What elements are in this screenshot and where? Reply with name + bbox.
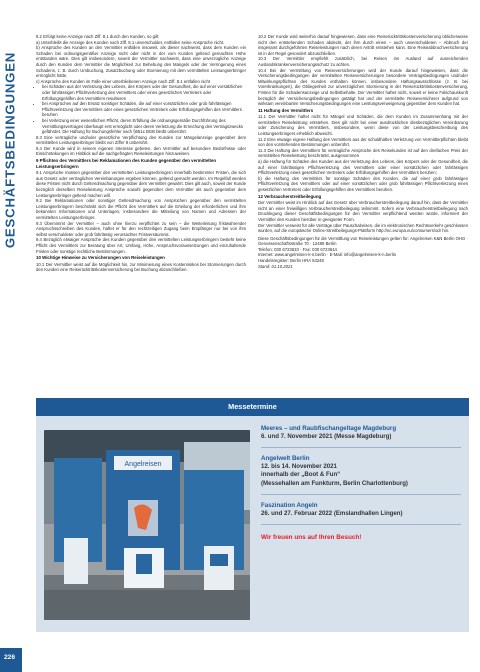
terms-column-right bbox=[258, 34, 468, 269]
paragraph: 11.1 Der Vermittler haftet nicht für Mängel und Schäden, die dem Kunden im Zusammenhang mit der vermittelten Reiseleistung entstehen. Dies gilt nicht bei einer ausdrücklichen diesbezüglichen Vereinbarung oder Zusicherung des Vermittlers, insbesondere, wenn diese von der Leistungsbeschreibung des Leistungserbringers erheblich abweicht. bbox=[258, 114, 468, 137]
bullet-list bbox=[36, 84, 246, 134]
event-item bbox=[261, 455, 461, 488]
section-heading: 11 Haftung des Vermittlers bbox=[258, 107, 314, 113]
paragraph: 10.4 Bei der Vermittlung von Reiseversicherungen wird der Kunde darauf hingewiesen, dass die Versicherungsbedingungen der vermittelten Reiseversicherungen besondere Vertragsbedingungen und/oder Mitwirkungspflichten des Kunden enthalten können, insbesondere Haftungsausschlüsse (z. B. bei Vorerkrankungen), die Obliegenheit zur unverzüglichen Stornierung in der Reiserücktrittskostenversicherung, Fristen für die Schadensanzeige und Selbstbehalte. Der Vermittler haftet nicht, soweit er keine Falschauskunft bezüglich der Versicherungsbedingungen getätigt hat und der vermittelte Reiseversicherer aufgrund von wirksam vereinbarten Versicherungsbedingungen eine Leistungsverweigerung gegenüber dem Kunden hat. bbox=[258, 67, 468, 107]
paragraph: 8.3 Eine vertragliche und/oder gesetzliche Verpflichtung des Kunden zur Mängelanzeige gegenüber dem vermittelten Leistungserbringer bleibt von Ziffer 8 unberührt. bbox=[36, 134, 246, 146]
contact-line: Handelsregister: Berlin HRA 53248 bbox=[258, 257, 324, 263]
booth-photo-illustration bbox=[44, 430, 250, 620]
paragraph: 9.3 Übernimmt der Vermittler – auch ohne hierzu verpflichtet zu sein – die Weiterleitung fristwahrender Anspruchsschreiben des Kunden, haftet er für den rechtzeitigen Zugang beim Empfänger nur bei von ihm selbst verschuldeter oder grob fahrlässig verursachter Fristversäumnis. bbox=[36, 220, 246, 237]
terms-column-left bbox=[36, 34, 246, 273]
event-item bbox=[261, 502, 461, 518]
paragraph: a) Unterbleibt die Anzeige des Kunden nach Ziff. 8.1 unverschuldet, entfallen seine Ansprüche nicht. bbox=[36, 39, 225, 45]
paragraph: a) die Haftung für Schäden des Kunden aus der Verletzung des Lebens, des Körpers oder der Gesundheit, die auf einer fahrlässigen Pflichtverletzung des Vermittlers oder einer vorsätzlichen oder fahrlässigen Pflichtverletzung eines gesetzlichen Vertreters oder Erfüllungsgehilfen des Vermittlers beruhen; bbox=[258, 159, 468, 176]
paragraph: 10.1 Der Vermittler weist auf die Möglichkeit hin, zur Minimierung eines Kostenrisikos bei Stornierungen durch den Kunden eine Reiserücktrittskostenversicherung bei Buchung abzuschließen. bbox=[36, 261, 246, 273]
list-item: • bei Verletzung einer wesentlichen Pflicht, deren Erfüllung die ordnungsgemäße Durchführung des Vermittlungsvertrages überhaupt erst ermöglicht oder deren Verletzung die Erreichung des Vertragszwecks gefährdet. Die Haftung für Buchungsfehler nach §651x BGB bleibt unberührt. bbox=[42, 118, 246, 135]
divider bbox=[261, 494, 461, 495]
divider bbox=[261, 447, 461, 448]
list-item: • bei Schäden aus der Verletzung des Lebens, des Körpers oder der Gesundheit, die auf einer vorsätzlichen oder fahrlässigen Pflichtverletzung des Vermittlers oder eines gesetzlichen Vertreters oder Erfüllungsgehilfen des Vermittlers resultieren bbox=[42, 84, 246, 101]
paragraph: b) Ansprüche des Kunden an den Vermittler entfallen insoweit, als dieser nachweist, dass dem Kunden ein Schaden bei ordnungsgemäßer Anzeige nicht oder nicht in der vom Kunden geltend gemachten Höhe entstanden wäre. Dies gilt insbesondere, soweit der Vermittler nachweist, dass eine unverzügliche Anzeige durch den Kunden dem Vermittler die Möglichkeit zur Behebung des Mangels oder der Verringerung eines Schadens, z. B. durch Umbuchung, Zusatzbuchung oder Stornierung mit dem vermittelten Leistungserbringer ermöglicht hätte. bbox=[36, 45, 246, 79]
trade-fair-panel bbox=[36, 398, 469, 632]
paragraph: Der Vermittler verweist für alle Verträge über Pauschalreisen, die im elektronischen Rechtsverkehr geschlossen wurden, auf die europäische Online-Streitbeilegungs-Plattform http://ec.europa.eu/consumers/odr hin. bbox=[258, 222, 468, 234]
section-heading: 10 Wichtige Hinweise zu Versicherungen von Reiseleistungen bbox=[36, 255, 165, 261]
trade-fair-header: Messetermine bbox=[36, 398, 469, 416]
side-title-text: GESCHÄFTSBEDINGUNGEN bbox=[2, 51, 18, 249]
paragraph: 11.2 Eine etwaige eigene Haftung des Vermittlers aus der schuldhaften Verletzung von Vermittlerpflichten bleibt von den vorstehenden Bestimmungen unberührt. bbox=[258, 136, 468, 148]
trade-fair-events bbox=[261, 425, 461, 541]
date-line: Stand: 01.10.2021 bbox=[258, 263, 293, 269]
paragraph: 11.3 Die Haftung des Vermittlers für vertragliche Ansprüche des Reisekunden ist auf den dreifachen Preis der vermittelten Reiseleistung beschränkt, ausgenommen bbox=[258, 147, 468, 159]
event-title: Meeres – und Raubfischangeltage Magdeburg bbox=[261, 425, 397, 432]
section-heading: 12 Verbraucherstreitbeilegung bbox=[258, 193, 322, 199]
paragraph: 9.2 Bei Reklamationen oder sonstiger Geltendmachung von Ansprüchen gegenüber den vermittelten Leistungserbringern beschränkt sich die Pflicht des Vermittlers auf die Erteilung der erforderlichen und ihm bekannten Informationen und Unterlagen, insbesondere die Mitteilung von Namen und Adressen der vermittelten Leistungserbringer. bbox=[36, 198, 246, 220]
paragraph: 10.2 Der Kunde wird weiterhin darauf hingewiesen, dass eine Reiserücktrittskostenversicherung üblicherweise nicht den entstehenden Schaden abdeckt, der ihm durch einen – auch unverschuldeten – Abbruch der insgesamt durchgeführten Reiseleistungen nach deren Antritt entstehen kann. Eine Reiseabbruchversicherung ist in der Regel gesondert abzuschließen. bbox=[258, 34, 468, 56]
page-number: 226 bbox=[4, 654, 16, 661]
list-item: • bei Ansprüchen auf den Ersatz sonstiger Schäden, die auf einer vorsätzlichen oder grob fahrlässigen Pflichtverletzung des Vermittlers oder eines gesetzlichen Vertreters oder Erfüllungsgehilfen des Vermittlers beruhen bbox=[42, 101, 246, 118]
event-item bbox=[261, 425, 461, 441]
section-heading: 9 Pflichten des Vermittlers bei Reklamationen des Kunden gegenüber den vermittelten Leistungserbringern bbox=[36, 158, 217, 169]
event-date: 12. bis 14. November 2021 innerhalb der „Boot & Fun“ (Messehallen am Funkturm, Berlin Charlottenburg) bbox=[261, 463, 408, 487]
divider bbox=[261, 524, 461, 525]
photo-sign-text: Angelreisen bbox=[124, 461, 162, 468]
paragraph: b) die Haftung des Vermittlers für sonstige Schäden des Kunden, die auf einer grob fahrlässigen Pflichtverletzung des Vermittlers oder auf einer vorsätzlichen oder grob fahrlässigen Pflichtverletzung eines gesetzlichen Vertreters oder Erfüllungsgehilfen des Vermittlers beruhen. bbox=[258, 175, 468, 193]
contact-line: Diese Geschäftsbedingungen für die Vermittlung von Reiseleistungen gelten für: Angelreisen K&N Berlin OHG · Genossenschaftsstraße 70 · 12489 Berlin bbox=[258, 235, 468, 247]
paragraph: 9.1 Ansprüche müssen gegenüber den vermittelten Leistungserbringern innerhalb bestimmter Fristen, die sich aus Gesetz oder vertraglichen Vereinbarungen ergeben können, geltend gemacht werden. Im Regelfall werden diese Fristen nicht durch Geltendmachung gegenüber dem Vermittler gewahrt. Dies gilt auch, soweit der Kunde bezüglich derselben Reiseleistung Ansprüche sowohl gegenüber dem Vermittler als auch gegenüber dem Leistungserbringer geltend machen will. bbox=[36, 170, 246, 198]
event-title: Faszination Angeln bbox=[261, 501, 318, 509]
booth-photo bbox=[44, 430, 250, 620]
paragraph: 8.4 Der Kunde wird in seinem eigenen Interesse gebeten, den Vermittler auf besondere Bedürfnisse oder Einschränkungen im Hinblick auf die nachgefragten Reiseleistungen hinzuweisen. bbox=[36, 145, 246, 157]
paragraph: 10.3 Der Vermittler empfiehlt zusätzlich, bei Reisen ins Ausland auf ausreichenden Auslandskrankenversicherungsschutz zu achten. bbox=[258, 56, 468, 67]
section-side-title bbox=[2, 36, 18, 264]
event-date: 6. und 7. November 2021 (Messe Magdeburg) bbox=[261, 433, 392, 440]
contact-line: Internet: www.angelreisen-k-n.berlin · E-Mail: info@angelreisen-k-n.berlin bbox=[258, 252, 397, 258]
paragraph: 8.2 Erfolgt keine Anzeige nach Ziff. 8.1 durch den Kunden, so gilt: bbox=[36, 34, 160, 39]
paragraph: c) Ansprüche des Kunden im Falle einer unterbliebenen Anzeige nach Ziff. 8.1 entfallen nicht bbox=[36, 78, 211, 84]
contact-line: Telefon: 030 6723633 · Fax: 030 6723644 bbox=[258, 246, 337, 252]
event-date: 26. und 27. Februar 2022 (Emslandhallen Lingen) bbox=[261, 509, 403, 517]
company-contact-block bbox=[258, 236, 468, 270]
paragraph: 9.4 Bezüglich etwaiger Ansprüche des Kunden gegenüber den vermittelten Leistungserbringern besteht keine Pflicht des Vermittlers zur Beratung über Art, Umfang, Höhe, Anspruchsvoraussetzungen und einzuhaltende Fristen oder sonstige rechtliche Bestimmungen. bbox=[36, 237, 246, 254]
event-title: Angelwelt Berlin bbox=[261, 455, 310, 463]
visit-invitation: Wir freuen uns auf Ihren Besuch! bbox=[261, 534, 362, 542]
page-number-tab bbox=[0, 648, 22, 672]
paragraph: Der Vermittler weist im Hinblick auf das Gesetz über Verbraucherstreitbeilegung darauf hin, dass der Vermittler nicht an einer freiwilligen Verbraucherstreitbeilegung teilnimmt. Sofern eine Verbraucherstreitbeilegung nach Drucklegung dieser Geschäftsbedingungen für den Vermittler verpflichtend werden würde, informiert der Vermittler den Kunden hierüber in geeigneter Form. bbox=[258, 200, 468, 222]
